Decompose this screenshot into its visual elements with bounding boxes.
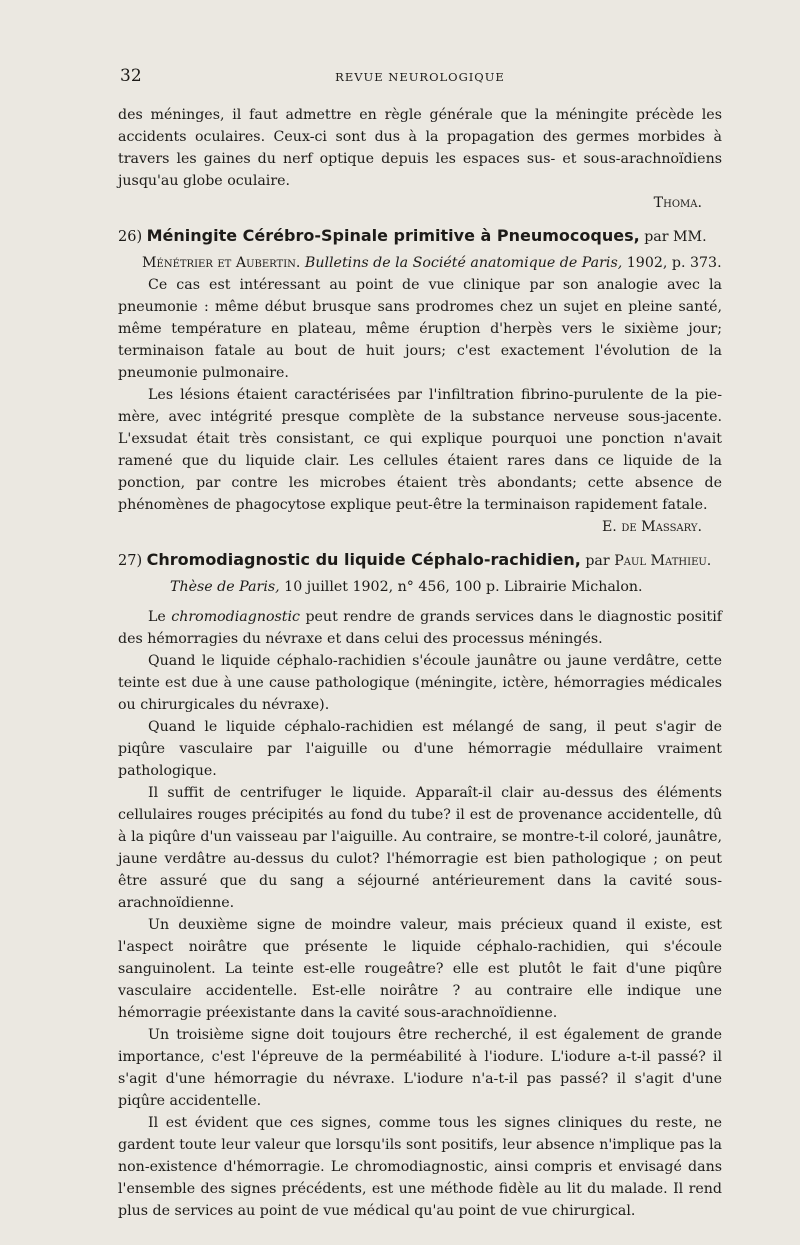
article-27-p1-term: chromodiagnostic xyxy=(171,609,300,625)
running-title: REVUE NEUROLOGIQUE xyxy=(335,70,505,84)
body-text xyxy=(118,104,722,1222)
article-27-title: Chromodiagnostic du liquide Céphalo-rachidien, xyxy=(146,550,581,569)
article-27-paragraph: Un deuxième signe de moindre valeur, mais précieux quand il existe, est l'aspect noirâtre que présente le liquide céphalo-rachidien, qui s'écoule sanguinolent. La teinte est-elle rougeâtre? elle est plutôt le fait d'une piqûre vasculaire accidentelle. Est-elle noirâtre ? au contraire elle indique une hémorragie préexistante dans la cavité sous-arachnoïdienne. xyxy=(118,917,722,1021)
article-27-paragraph: Il suffit de centrifuger le liquide. Apparaît-il clair au-dessus des éléments cellulaires rouges précipités au fond du tube? il est de provenance accidentelle, dû à la piqûre d'un vaisseau par l'aiguille. Au contraire, se montre-t-il coloré, jaunâtre, jaune verdâtre au-dessus du culot? l'hémorragie est bien pathologique ; on peut être assuré que du sang a séjourné antérieurement dans la cavité sous-arachnoïdienne. xyxy=(118,785,722,911)
article-26-authors: Ménétrier et Aubertin. xyxy=(142,255,301,271)
article-26-citation xyxy=(118,252,722,274)
signature-thoma: Thoma. xyxy=(653,195,702,211)
article-26-number: 26) xyxy=(118,229,143,245)
article-27-paragraph: Il est évident que ces signes, comme tous les signes cliniques du reste, ne gardent toute leur valeur que lorsqu'ils sont positifs, leur absence n'implique pas la non-existence d'hémorragie. Le chromodiagnostic, ainsi compris et envisagé dans l'ensemble des signes précédents, est une méthode fidèle au lit du malade. Il rend plus de services au point de vue médical qu'au point de vue chirurgical. xyxy=(118,1115,722,1219)
article-26-paragraph: Les lésions étaient caractérisées par l'infiltration fibrino-purulente de la pie-mère, avec intégrité presque complète de la substance nerveuse sous-jacente. L'exsudat était très consistant, ce qui explique pourquoi une ponction n'avait ramené que du liquide clair. Les cellules étaient rares dans ce liquide de la ponction, par contre les microbes étaient très abondants; cette absence de phénomènes de phagocytose explique peut-être la terminaison rapidement fatale. xyxy=(118,387,722,513)
article-26-paragraph: Ce cas est intéressant au point de vue clinique par son analogie avec la pneumonie : même début brusque sans prodromes chez un sujet en pleine santé, même température en plateau, même éruption d'herpès vers le sixième jour; terminaison fatale au bout de huit jours; c'est exactement l'évolution de la pneumonie pulmonaire. xyxy=(118,277,722,381)
article-27-details: 10 juillet 1902, n° 456, 100 p. Librairie Michalon. xyxy=(284,579,643,595)
article-27-paragraph: Quand le liquide céphalo-rachidien est mélangé de sang, il peut s'agir de piqûre vasculaire par l'aiguille ou d'une hémorragie médullaire vraiment pathologique. xyxy=(118,719,722,779)
article-27-number: 27) xyxy=(118,553,143,569)
article-26-source: Bulletins de la Société anatomique de Paris, xyxy=(304,255,623,271)
spacer xyxy=(118,598,722,606)
article-26-heading xyxy=(118,225,722,248)
article-27-citation xyxy=(118,576,722,598)
page-number: 32 xyxy=(120,66,142,86)
article-27-p1-before: Le xyxy=(148,609,166,625)
article-26-title: Méningite Cérébro-Spinale primitive à Pneumocoques, xyxy=(146,226,640,245)
article-27-paragraph: Quand le liquide céphalo-rachidien s'écoule jaunâtre ou jaune verdâtre, cette teinte est due à une cause pathologique (méningite, ictère, hémorragies médicales ou chirurgicales du névraxe). xyxy=(118,653,722,713)
article-27-paragraph xyxy=(118,606,722,650)
article-27-heading xyxy=(118,549,722,572)
article-27-source: Thèse de Paris, xyxy=(170,579,280,595)
signature-de-massary: E. de Massary. xyxy=(601,519,702,535)
article-27-by: par xyxy=(585,553,610,569)
article-26-details: 1902, p. 373. xyxy=(626,255,722,271)
article-27-author: Paul Mathieu. xyxy=(614,553,712,569)
article-27-p1-after: peut rendre de grands services dans le diagnostic positif des hémorragies du névraxe et dans celui des processus méningés. xyxy=(118,609,722,647)
article-26-by: par MM. xyxy=(644,229,707,245)
page-header xyxy=(120,66,720,90)
intro-paragraph: des méninges, il faut admettre en règle générale que la méningite précède les accidents oculaires. Ceux-ci sont dus à la propagation des germes morbides à travers les gaines du nerf optique depuis les espaces sus- et sous-arachnoïdiens jusqu'au globe oculaire. xyxy=(118,107,722,189)
article-27-paragraph: Un troisième signe doit toujours être recherché, il est également de grande importance, c'est l'épreuve de la perméabilité à l'iodure. L'iodure a-t-il passé? il s'agit d'une hémorragie du névraxe. L'iodure n'a-t-il pas passé? il s'agit d'une piqûre accidentelle. xyxy=(118,1027,722,1109)
